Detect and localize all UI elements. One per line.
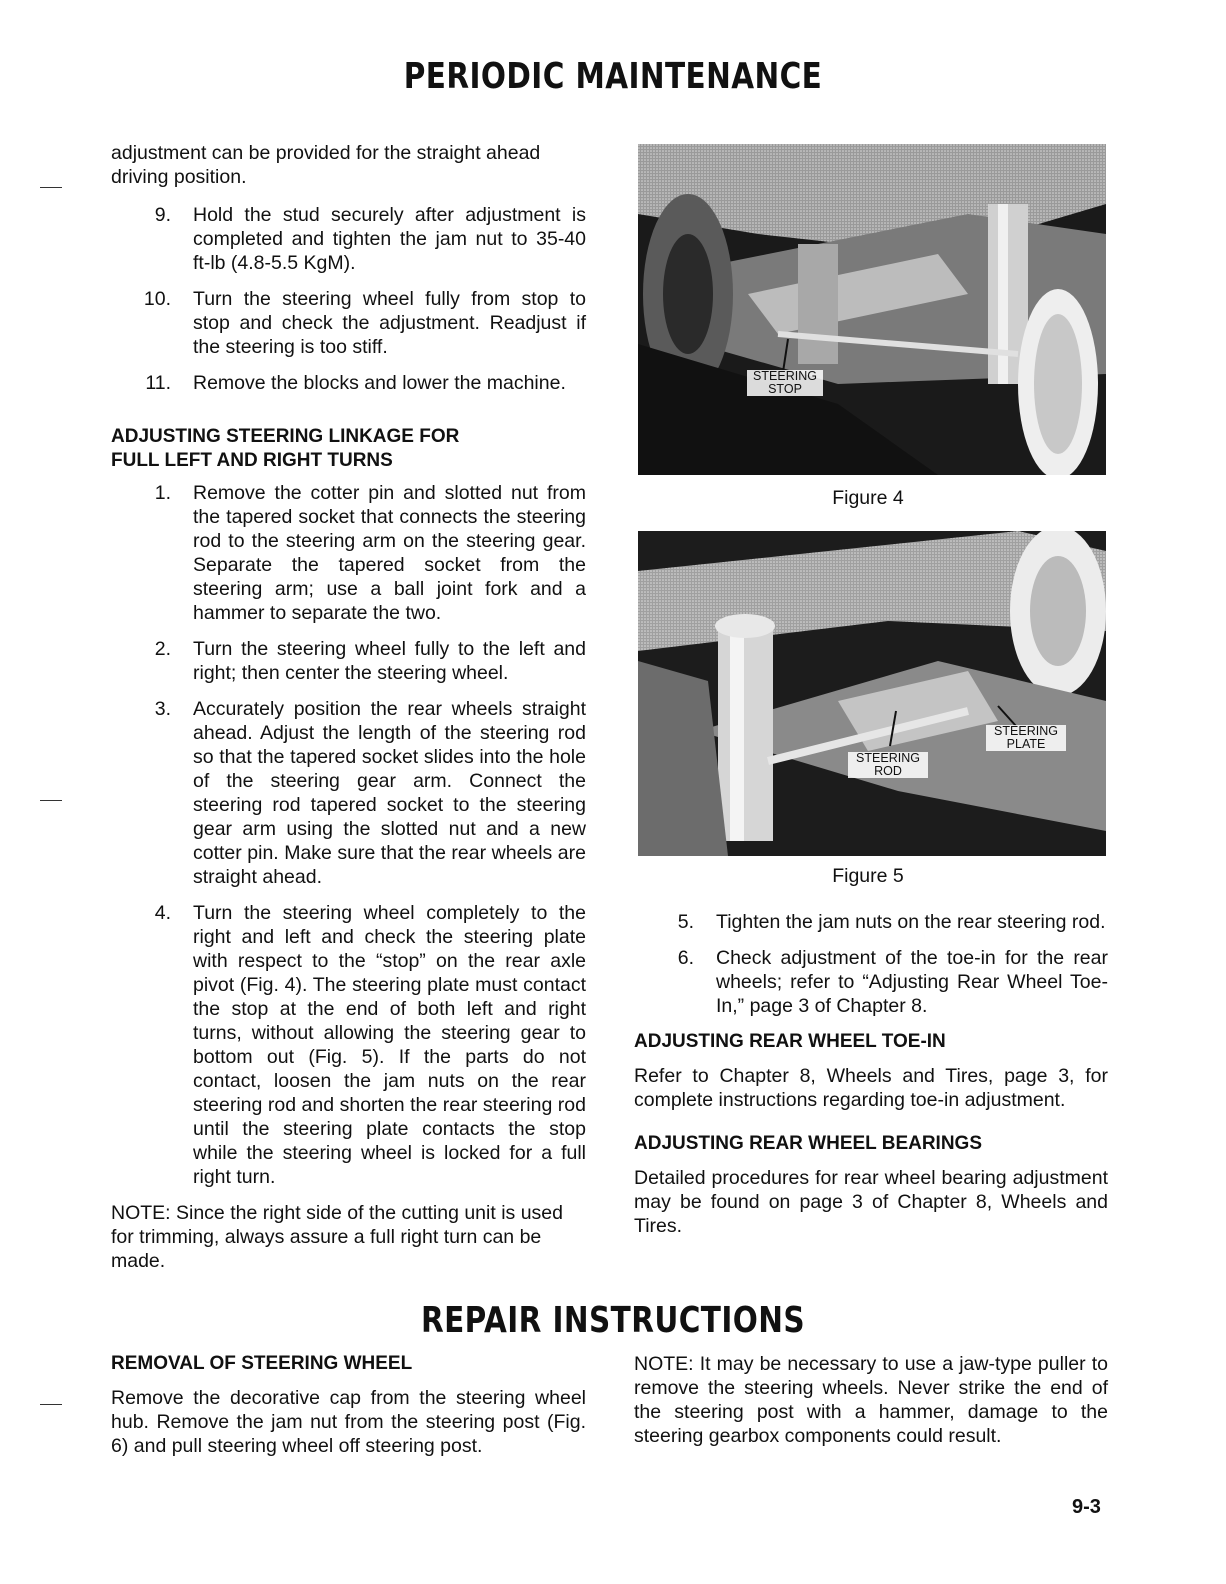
step-number: 4. bbox=[154, 902, 171, 924]
step-list-c bbox=[634, 910, 1108, 1018]
step-item bbox=[111, 287, 586, 359]
label-steering-rod bbox=[848, 752, 928, 778]
figure-4-photo bbox=[638, 144, 1106, 475]
step-list-a bbox=[111, 203, 586, 395]
intro-paragraph: adjustment can be provided for the straight ahead driving position. bbox=[111, 142, 541, 188]
step-item bbox=[111, 203, 586, 275]
label-steering-stop-line2: STOP bbox=[768, 382, 802, 396]
step-number: 1. bbox=[154, 482, 171, 504]
repair-note: NOTE: It may be necessary to use a jaw-type puller to remove the steering wheels. Never strike the end of the steering post with a hammer, damage to the steering gearbox components could result. bbox=[634, 1353, 1108, 1447]
step-text: Turn the steering wheel fully from stop to stop and check the adjustment. Readjust if the steering is too stiff. bbox=[193, 288, 586, 358]
removal-paragraph: Remove the decorative cap from the steering wheel hub. Remove the jam nut from the steering post (Fig. 6) and pull steering wheel off steering post. bbox=[111, 1387, 586, 1457]
label-steering-rod-line2: ROD bbox=[874, 764, 902, 778]
label-steering-rod-line1: STEERING bbox=[856, 751, 920, 765]
label-steering-stop bbox=[747, 370, 823, 396]
figure-5-caption: Figure 5 bbox=[832, 865, 904, 887]
repair-left bbox=[111, 1352, 586, 1458]
margin-mark bbox=[40, 187, 62, 188]
step-item bbox=[634, 946, 1108, 1018]
step-text: Turn the steering wheel fully to the left and right; then center the steering wheel. bbox=[193, 638, 586, 684]
label-steering-plate-line2: PLATE bbox=[1006, 737, 1046, 751]
bearings-paragraph: Detailed procedures for rear wheel bearing adjustment may be found on page 3 of Chapter 8, Wheels and Tires. bbox=[634, 1167, 1108, 1237]
step-text: Turn the steering wheel completely to the right and left and check the steering plate with respect to the “stop” on the rear axle pivot (Fig. 4). The steering plate must contact the stop at the end of both left and right turns, without allowing the steering gear to bottom out (Fig. 5). If the parts do not contact, loosen the jam nuts on the rear steering rod and shorten the rear steering rod until the steering plate contacts the stop while the steering wheel is locked for a full right turn. bbox=[193, 902, 586, 1188]
step-text: Check adjustment of the toe-in for the rear wheels; refer to “Adjusting Rear Wheel Toe-In,” page 3 of Chapter 8. bbox=[716, 947, 1108, 1017]
left-column bbox=[111, 141, 586, 1273]
step-item bbox=[111, 481, 586, 625]
heading-toe-in: ADJUSTING REAR WHEEL TOE-IN bbox=[634, 1031, 946, 1052]
step-text: Hold the stud securely after adjustment is completed and tighten the jam nut to 35-40 ft-lb (4.8-5.5 KgM). bbox=[193, 204, 586, 274]
heading-bearings: ADJUSTING REAR WHEEL BEARINGS bbox=[634, 1133, 983, 1154]
margin-mark bbox=[40, 800, 62, 801]
repair-title: REPAIR INSTRUCTIONS bbox=[420, 1300, 806, 1341]
margin-mark bbox=[40, 1404, 62, 1405]
step-list-b bbox=[111, 481, 586, 1189]
page-number: 9-3 bbox=[1072, 1496, 1101, 1518]
label-steering-plate bbox=[986, 725, 1066, 751]
figure-4-image bbox=[638, 144, 1106, 475]
step-number: 10. bbox=[143, 288, 171, 310]
step-text: Remove the cotter pin and slotted nut from the tapered socket that connects the steering rod to the steering arm on the steering gear. Separate the tapered socket from the steering arm; use a ball joint fork and a hammer to separate the two. bbox=[193, 482, 586, 624]
step-number: 11. bbox=[145, 372, 171, 394]
figure-4-caption: Figure 4 bbox=[832, 487, 904, 509]
page-title: PERIODIC MAINTENANCE bbox=[403, 56, 823, 97]
figure-5-photo bbox=[638, 531, 1106, 856]
heading-adjusting-linkage: ADJUSTING STEERING LINKAGE FOR FULL LEFT AND RIGHT TURNS bbox=[111, 426, 460, 471]
step-item bbox=[111, 637, 586, 685]
step-item bbox=[111, 371, 586, 395]
toe-in-paragraph: Refer to Chapter 8, Wheels and Tires, page 3, for complete instructions regarding toe-in adjustment. bbox=[634, 1065, 1108, 1111]
step-text: Remove the blocks and lower the machine. bbox=[193, 372, 566, 394]
step-number: 2. bbox=[154, 638, 171, 660]
step-number: 3. bbox=[154, 698, 171, 720]
step-text: Tighten the jam nuts on the rear steering rod. bbox=[716, 911, 1106, 933]
note-trimming: NOTE: Since the right side of the cutting unit is used for trimming, always assure a full right turn can be made. bbox=[111, 1202, 563, 1272]
step-number: 6. bbox=[677, 947, 694, 969]
heading-removal-steering-wheel: REMOVAL OF STEERING WHEEL bbox=[111, 1353, 413, 1374]
step-number: 9. bbox=[154, 204, 171, 226]
step-item bbox=[634, 910, 1108, 934]
step-text: Accurately position the rear wheels straight ahead. Adjust the length of the steering rod so that the tapered socket slides into the hole of the steering gear arm. Connect the steering rod tapered socket to the steering gear arm using the slotted nut and a new cotter pin. Make sure that the rear wheels are straight ahead. bbox=[193, 698, 586, 888]
step-item bbox=[111, 697, 586, 889]
step-item bbox=[111, 901, 586, 1189]
right-column-text bbox=[634, 910, 1108, 1238]
label-steering-plate-line1: STEERING bbox=[994, 724, 1058, 738]
figure-5-image bbox=[638, 531, 1106, 856]
label-steering-stop-line1: STEERING bbox=[753, 369, 817, 383]
step-number: 5. bbox=[677, 911, 694, 933]
